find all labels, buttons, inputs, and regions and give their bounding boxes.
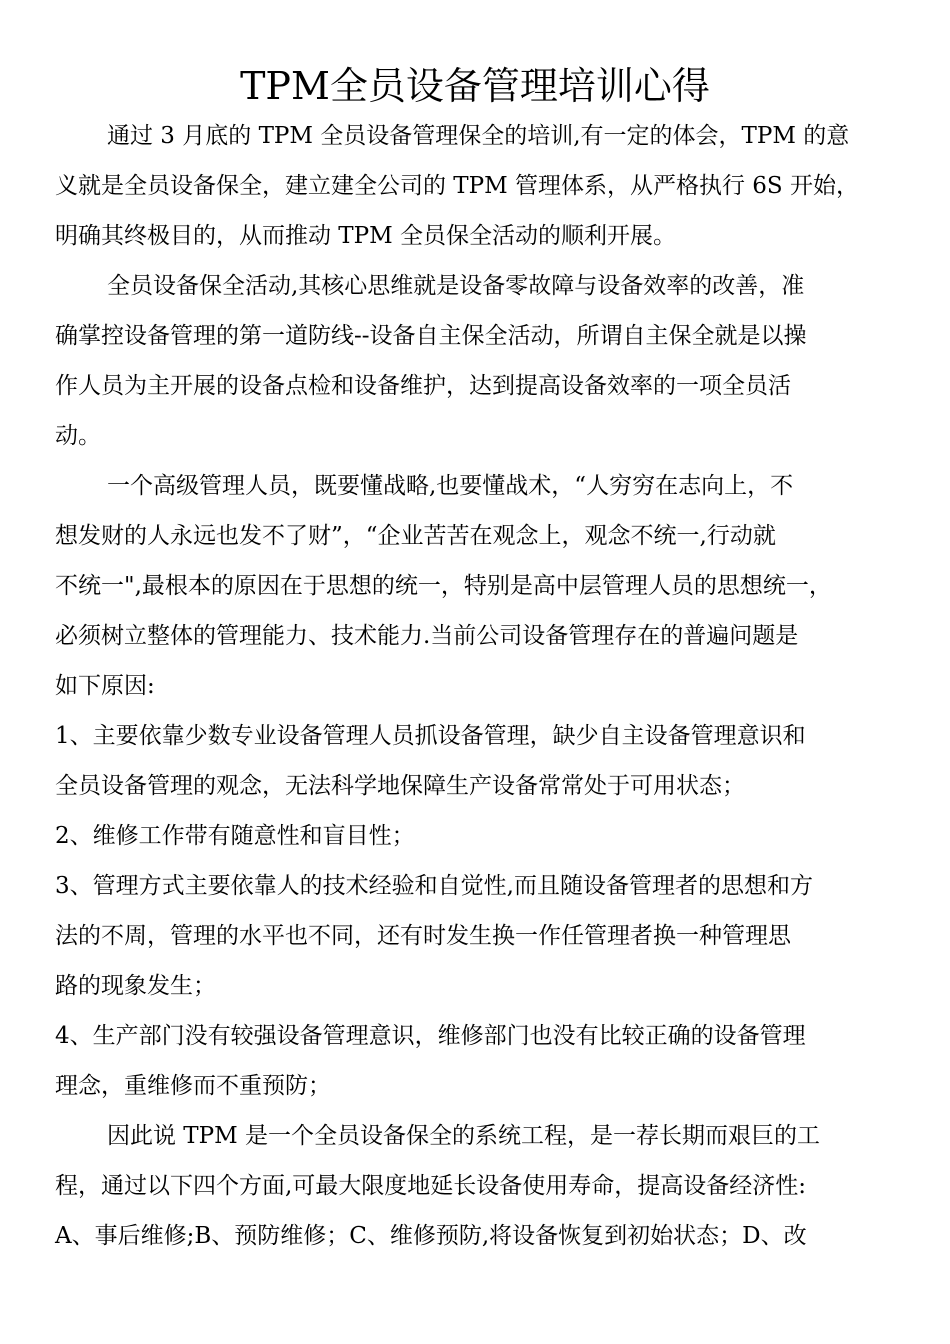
paragraph-line: 不统一",最根本的原因在于思想的统一，特别是高中层管理人员的思想统一， xyxy=(55,573,832,599)
paragraph-line: 全员设备保全活动,其核心思维就是设备零故障与设备效率的改善，准 xyxy=(107,273,805,299)
list-item-line: 3、管理方式主要依靠人的技术经验和自觉性,而且随设备管理者的思想和方 xyxy=(55,873,813,899)
paragraph-line: 义就是全员设备保全，建立建全公司的 TPM 管理体系，从严格执行 6S 开始， xyxy=(55,173,860,199)
list-item-line: 1、主要依靠少数专业设备管理人员抓设备管理，缺少自主设备管理意识和 xyxy=(55,723,806,749)
paragraph-line: 明确其终极目的，从而推动 TPM 全员保全活动的顺利开展。 xyxy=(55,223,676,249)
paragraph-line: 动。 xyxy=(55,423,101,449)
list-item-line: 全员设备管理的观念，无法科学地保障生产设备常常处于可用状态； xyxy=(55,773,745,799)
list-item-line: 2、维修工作带有随意性和盲目性； xyxy=(55,823,415,849)
paragraph-line: 一个高级管理人员，既要懂战略,也要懂战术，“人穷穷在志向上，不 xyxy=(107,473,794,499)
paragraph-line: A、事后维修;B、预防维修；C、维修预防,将设备恢复到初始状态；D、改 xyxy=(55,1223,807,1249)
paragraph-line: 必须树立整体的管理能力、技术能力.当前公司设备管理存在的普遍问题是 xyxy=(55,623,799,649)
list-item-line: 4、生产部门没有较强设备管理意识，维修部门也没有比较正确的设备管理 xyxy=(55,1023,806,1049)
list-item-line: 路的现象发生； xyxy=(55,973,216,999)
list-item-line: 理念，重维修而不重预防； xyxy=(55,1073,331,1099)
document-title: TPM全员设备管理培训心得 xyxy=(240,64,710,108)
paragraph-line: 因此说 TPM 是一个全员设备保全的系统工程，是一荐长期而艰巨的工 xyxy=(107,1123,820,1149)
paragraph-line: 确掌控设备管理的第一道防线--设备自主保全活动，所谓自主保全就是以操 xyxy=(55,323,807,349)
paragraph-line: 通过 3 月底的 TPM 全员设备管理保全的培训,有一定的体会，TPM 的意 xyxy=(107,123,850,149)
paragraph-line: 如下原因: xyxy=(55,673,155,699)
paragraph-line: 程，通过以下四个方面,可最大限度地延长设备使用寿命，提高设备经济性: xyxy=(55,1173,807,1199)
list-item-line: 法的不周，管理的水平也不同，还有时发生换一作任管理者换一种管理思 xyxy=(55,923,791,949)
paragraph-line: 想发财的人永远也发不了财”，“企业苦苦在观念上，观念不统一,行动就 xyxy=(55,523,776,549)
paragraph-line: 作人员为主开展的设备点检和设备维护，达到提高设备效率的一项全员活 xyxy=(55,373,791,399)
